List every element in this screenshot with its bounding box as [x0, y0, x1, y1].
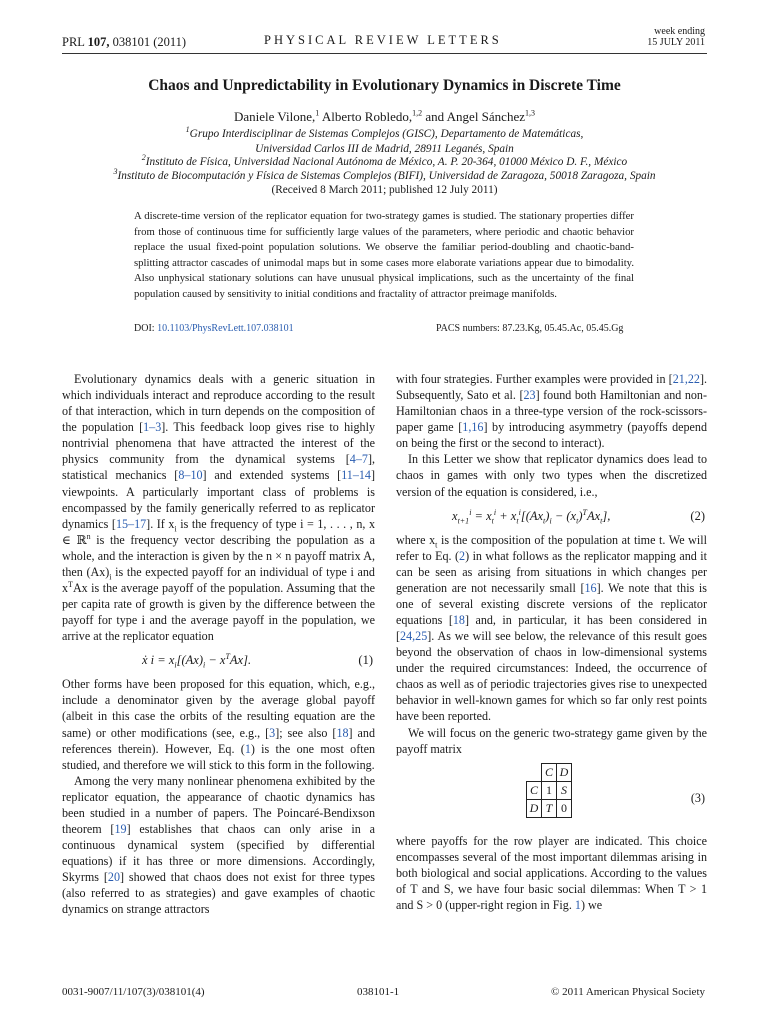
superscript: T	[225, 652, 230, 662]
text: ] viewpoints. A particularly important class of problems is encompassed by the family generically referred to as replicator dynamics [	[62, 468, 376, 531]
author-3: and Angel Sánchez	[425, 109, 525, 124]
eq-ref-link[interactable]: 1	[244, 741, 251, 756]
pacs-numbers: PACS numbers: 87.23.Kg, 05.45.Ac, 05.45.Gg	[436, 323, 624, 334]
matrix-cell: 0	[557, 799, 572, 817]
ref-link[interactable]: 20	[107, 870, 120, 885]
matrix-header-c: C	[542, 763, 557, 781]
text: ] found both Hamiltonian and non-Hamiltonian chaos in a three-type version of the rock-scissors-paper game [	[396, 388, 707, 435]
text: ) in what follows as the replicator mapping and it can be seen as arising from situations in which changes per generation are not necessarily small [	[396, 548, 707, 595]
payoff-matrix	[526, 763, 572, 818]
ref-link[interactable]: 4–7	[349, 452, 368, 467]
affiliation-2-sup: 2	[141, 153, 146, 163]
paragraph-8	[396, 833, 707, 913]
superscript: T	[68, 579, 73, 589]
paragraph-1	[62, 371, 375, 644]
subscript: t	[576, 516, 579, 526]
eq-part: x	[452, 508, 458, 523]
affiliation-1-line-1: Grupo Interdisciplinar de Sistemas Complejos (GISC), Departamento de Matemáticas,	[189, 128, 584, 140]
text: ) we	[580, 898, 603, 913]
paragraph-2	[62, 676, 375, 772]
ref-link[interactable]: 8–10	[178, 468, 203, 483]
superscript: i	[493, 507, 497, 517]
text: ]. Subsequently, Sato et al. [	[396, 372, 707, 403]
text: is the expected payoff for an individual of type i and x	[62, 564, 375, 596]
doi-link[interactable]: 10.1103/PhysRevLett.107.038101	[157, 323, 294, 334]
superscript: T	[582, 507, 587, 517]
matrix-cell: 1	[542, 781, 557, 799]
doi-label: DOI:	[134, 323, 155, 334]
superscript: n	[86, 531, 91, 541]
ref-link[interactable]: 19	[114, 822, 127, 837]
eq-part: [(Ax)	[176, 653, 203, 668]
article-number: 038101 (2011)	[112, 35, 187, 49]
eq-part: )	[578, 508, 583, 523]
paragraph-7: We will focus on the generic two-strategy game given by the payoff matrix	[396, 725, 707, 756]
eq-part: − x	[205, 653, 226, 668]
copyright: © 2011 American Physical Society	[551, 986, 705, 998]
text: ) is the one most often studied, and therefore we will stick to this form in the following.	[62, 741, 375, 772]
affiliation-2	[62, 155, 707, 170]
received-date: (Received 8 March 2011; published 12 July 2011)	[271, 184, 498, 196]
eq-part: ],	[602, 508, 611, 523]
superscript: i	[518, 507, 521, 517]
ref-link[interactable]: 23	[523, 388, 536, 403]
ref-link[interactable]: 16	[584, 580, 597, 595]
affiliation-1-line-2: Universidad Carlos III de Madrid, 28911 Leganés, Spain	[255, 143, 514, 155]
eq-part: )	[545, 508, 550, 523]
text: Ax is the average payoff of the population. Assuming that the per capita rate of growth is given by the difference between the payoff for type i and the average payoff in the population, we arrive at the replicator equation	[62, 581, 375, 644]
author-1: Daniele Vilone,	[234, 109, 316, 124]
journal-short: PRL	[62, 35, 85, 49]
eq-part: = x	[471, 508, 492, 523]
paragraph-5: In this Letter we show that replicator dynamics does lead to chaos in games with only two types when the discretized version of the equation is considered, i.e.,	[396, 452, 707, 499]
subscript: i	[174, 524, 177, 534]
subscript: t	[600, 516, 603, 526]
eq-part: ẋ i = x	[142, 653, 175, 668]
text: ] and references therein). However, Eq. (	[62, 725, 375, 756]
text: is the composition of the population at time t. We will refer to Eq. (	[396, 532, 707, 563]
eq-part: − (x	[551, 508, 577, 523]
equation-2	[396, 500, 707, 532]
left-column	[62, 371, 375, 918]
text: Among the very many nonlinear phenomena exhibited by the replicator equation, the appearance of chaotic dynamics has been studied in a number of papers. The Poincaré-Bendixson theorem [	[62, 773, 375, 837]
text: ] establishes that chaos can only arise in a continuous dynamical system (specified by differential equations) if it has three or more dimensions. Accordingly, Skyrms [	[62, 822, 375, 885]
matrix-corner	[527, 763, 542, 781]
affiliation-1	[62, 127, 707, 157]
equation-1-body	[142, 652, 251, 668]
matrix-cell: S	[557, 781, 572, 799]
paragraph-6	[396, 532, 707, 725]
author-2-sup: 1,2	[412, 108, 423, 118]
text: where payoffs for the row player are indicated. This choice encompasses several of the most important dilemmas arising in both biological and social applications. According to the values of T and S, we have four basic social dilemmas: When T > 1 and S > 0 (upper-right region in Fig.	[396, 833, 707, 913]
text: ] and, in particular, it has been considered in [	[396, 613, 707, 644]
affiliation-3	[62, 169, 707, 184]
text: with four strategies. Further examples were provided in [	[396, 372, 673, 386]
header-rule	[62, 53, 707, 54]
ref-link[interactable]: 18	[452, 613, 465, 628]
affiliation-3-text: Instituto de Biocomputación y Física de Sistemas Complejos (BIFI), Universidad de Zaragoza, 50018 Zaragoza, Spain	[117, 170, 656, 182]
text: Other forms have been proposed for this equation, which, e.g., include a denominator given by the average global payoff (albeit in this case the orbits of the resulting equation are the same) or other modifications (see, e.g., [	[62, 677, 375, 740]
ref-link[interactable]: 3	[269, 725, 276, 740]
author-2: Alberto Robledo,	[321, 109, 413, 124]
text: ], statistical mechanics [	[62, 452, 375, 483]
equation-1-number: (1)	[358, 653, 373, 668]
equation-3	[396, 757, 707, 833]
right-column	[396, 371, 707, 913]
equation-1	[62, 644, 375, 676]
subscript: i	[549, 516, 552, 526]
week-ending	[620, 26, 705, 48]
journal-volume: 107,	[87, 35, 110, 49]
text: ]; see also [	[275, 725, 337, 740]
subscript: t	[543, 516, 546, 526]
page-number: 038101-1	[357, 986, 400, 998]
text: where x	[396, 532, 436, 547]
author-1-sup: 1	[315, 108, 320, 118]
matrix-header-d: D	[557, 763, 572, 781]
ref-link[interactable]: 1–3	[143, 420, 162, 435]
subscript: i	[174, 660, 177, 670]
text: Evolutionary dynamics deals with a generic situation in which individuals interact and reproduce according to the result of that interaction, which in turn depends on the composition of the population [	[62, 372, 375, 435]
ref-link[interactable]: 11–14	[341, 468, 371, 483]
subscript: i	[203, 660, 206, 670]
ref-link[interactable]: 24,25	[400, 629, 428, 644]
paper-title: Chaos and Unpredictability in Evolutionary Dynamics in Discrete Time	[148, 77, 621, 94]
matrix-row-d: D	[527, 799, 542, 817]
text: ] by introducing asymmetry (payoffs depend on being the first or the second to interact).	[396, 420, 708, 451]
text: ]. As we will see below, the relevance of this result goes beyond the observation of chaos in low-dimensional systems under the required circumstances: Indeed, the occurrence of chaos as well as of periodic trajectories gives rise to unexpected behavior in well-known games for which so far only rest points have been reported.	[396, 629, 707, 724]
paragraph-3	[62, 773, 375, 918]
figure-ref-link[interactable]: 1	[574, 898, 581, 913]
equation-2-body	[452, 508, 610, 524]
journal-name: PHYSICAL REVIEW LETTERS	[264, 33, 502, 47]
week-ending-label: week ending	[654, 26, 705, 37]
affiliation-2-text: Instituto de Física, Universidad Nacional Autónoma de México, A. P. 20-364, 01000 México D. F., México	[145, 156, 628, 168]
text: ] and extended systems [	[202, 468, 342, 483]
equation-3-number: (3)	[690, 790, 705, 805]
subscript: i	[109, 572, 112, 582]
subscript: t	[491, 516, 494, 526]
abstract: A discrete-time version of the replicator equation for two-strategy games is studied. The stationary properties differ from those of continuous time for sufficiently large values of the parameters, where periodic and chaotic behavior replace the usual fixed-point population solutions. We observe the familiar period-doubling and chaotic-band-splitting attractor cascades of unimodal maps but in some cases more elaborate variations appear due to bimodality. Also unphysical stationary solutions can have unusual physical implications, such as the uncertainty of the final population caused by sensitivity to initial conditions and fractality of attractor preimage manifolds.	[134, 210, 634, 300]
affiliation-3-sup: 3	[113, 167, 118, 177]
text: is the frequency vector describing the population as a whole, and the interaction is given by the n × n payoff matrix A, then (Ax)	[62, 532, 376, 579]
subscript: t+1	[457, 516, 470, 526]
week-ending-date: 15 JULY 2011	[647, 37, 705, 48]
text: ] showed that chaos does not exist for three types (also referred to as strategies) and gave examples of chaotic dynamics on strange attractors	[62, 870, 375, 917]
eq-ref-link[interactable]: 2	[459, 548, 466, 563]
issn-code: 0031-9007/11/107(3)/038101(4)	[62, 986, 205, 998]
author-3-sup: 1,3	[525, 108, 535, 118]
eq-part: Ax	[586, 508, 601, 523]
superscript: i	[469, 507, 472, 517]
eq-part: [(Ax	[520, 508, 544, 523]
text: ]. We note that this is one of several existing discrete versions of the replicator equations [	[396, 580, 707, 628]
paragraph-4	[396, 371, 707, 451]
subscript: t	[435, 540, 438, 550]
text: ]. This feedback loop gives rise to highly nontrivial phenomena that have attracted the interest of the physics community from the dynamical systems [	[62, 420, 376, 467]
eq-part: + x	[496, 508, 517, 523]
text: ]. If x	[146, 516, 175, 531]
equation-2-number: (2)	[690, 508, 705, 523]
author-list	[62, 109, 707, 125]
matrix-cell: T	[542, 799, 557, 817]
eq-part: Ax].	[229, 653, 252, 668]
subscript: t	[516, 516, 519, 526]
journal-citation	[62, 35, 186, 50]
matrix-row-c: C	[527, 781, 542, 799]
ref-link[interactable]: 1,16	[462, 420, 484, 435]
ref-link[interactable]: 21,22	[672, 372, 700, 386]
affiliation-1-sup: 1	[185, 125, 190, 135]
ref-link[interactable]: 15–17	[115, 516, 147, 531]
text: is the frequency of type i = 1, . . . , n, x ∈ ℝ	[62, 516, 375, 547]
ref-link[interactable]: 18	[336, 725, 349, 740]
doi-line	[134, 323, 294, 334]
